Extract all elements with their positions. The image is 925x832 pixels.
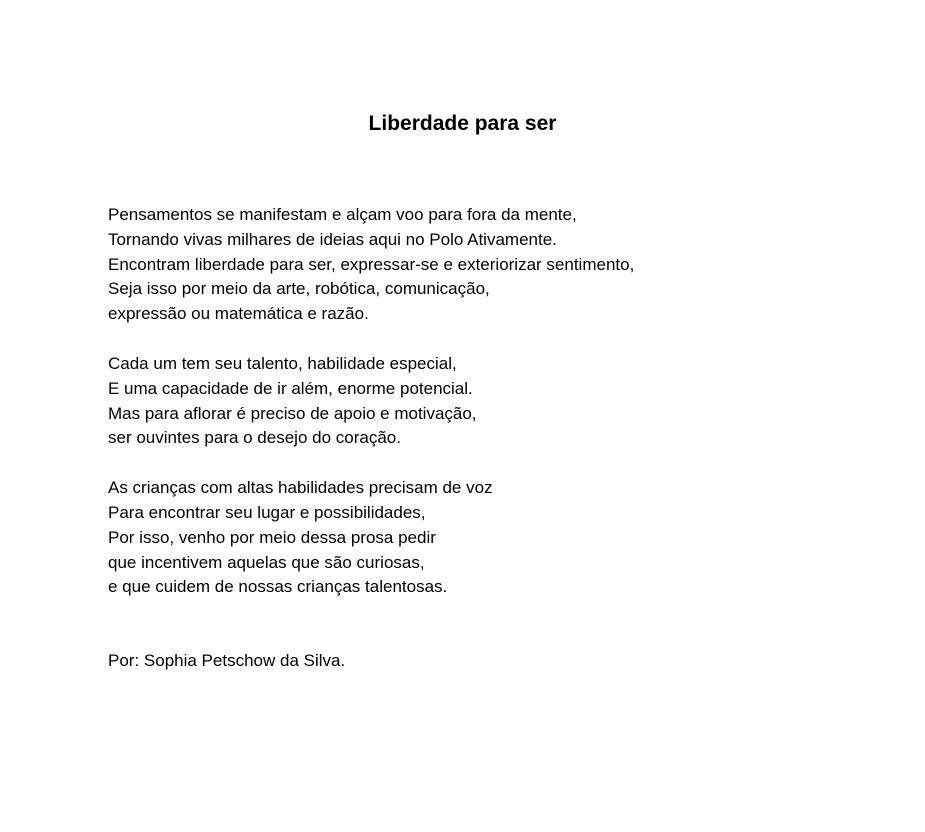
- stanza-2: [108, 352, 868, 451]
- poem-line: expressão ou matemática e razão.: [108, 304, 369, 324]
- poem-line: Encontram liberdade para ser, expressar-se e exteriorizar sentimento,: [108, 254, 635, 274]
- poem-line: Tornando vivas milhares de ideias aqui no Polo Ativamente.: [108, 229, 557, 249]
- poem-line: Mas para aflorar é preciso de apoio e motivação,: [108, 403, 477, 423]
- stanza-3: [108, 476, 868, 600]
- author-signature: Por: Sophia Petschow da Silva.: [108, 651, 346, 670]
- poem-body: [108, 203, 868, 625]
- poem-title: Liberdade para ser: [368, 112, 557, 135]
- poem-line: Pensamentos se manifestam e alçam voo para fora da mente,: [108, 205, 577, 224]
- stanza-1: [108, 203, 868, 327]
- poem-line: Por isso, venho por meio dessa prosa pedir: [108, 527, 436, 547]
- poem-line: Cada um tem seu talento, habilidade especial,: [108, 353, 457, 373]
- poem-line: Seja isso por meio da arte, robótica, comunicação,: [108, 279, 490, 299]
- poem-line: que incentivem aquelas que são curiosas,: [108, 552, 425, 572]
- poem-line: E uma capacidade de ir além, enorme potencial.: [108, 378, 473, 398]
- poem-line: ser ouvintes para o desejo do coração.: [108, 428, 401, 448]
- poem-line: As crianças com altas habilidades precisam de voz: [108, 478, 493, 498]
- poem-line: e que cuidem de nossas crianças talentosas.: [108, 577, 448, 597]
- poem-line: Para encontrar seu lugar e possibilidades,: [108, 502, 426, 522]
